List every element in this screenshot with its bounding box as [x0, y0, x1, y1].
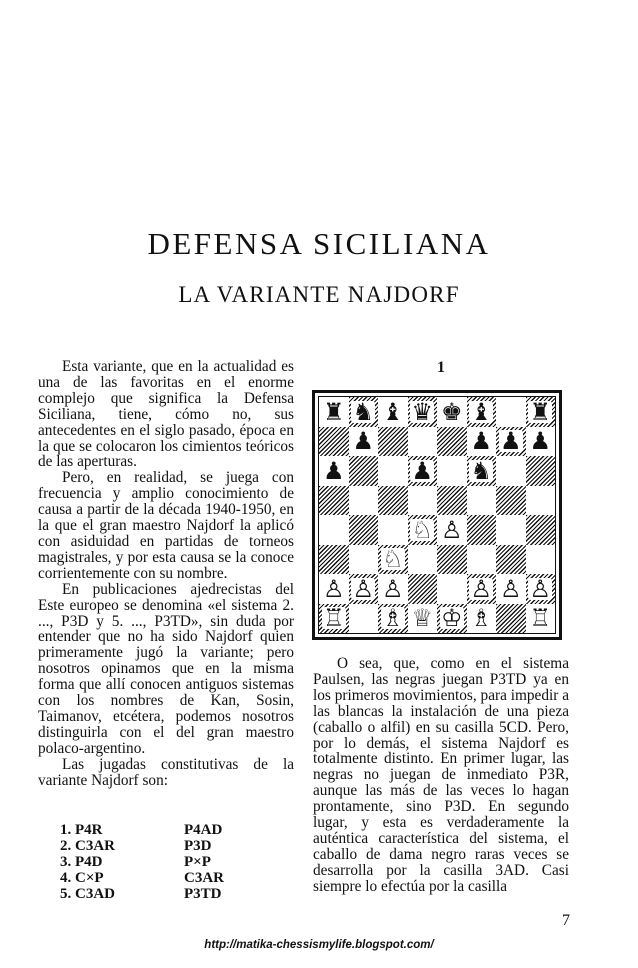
white-queen-icon: ♕ — [411, 604, 433, 633]
black-king-icon: ♚ — [440, 397, 463, 426]
white-move: 1. P4R — [60, 822, 103, 838]
board-square — [526, 515, 556, 545]
board-square — [496, 574, 526, 604]
board-square — [496, 515, 526, 545]
board-square — [526, 604, 556, 634]
white-knight-icon: ♘ — [411, 515, 433, 544]
board-square — [526, 486, 556, 516]
board-square — [319, 545, 349, 575]
board-square — [437, 397, 467, 427]
board-square — [467, 574, 497, 604]
board-square — [408, 427, 438, 457]
paragraph: Las jugadas constitutivas de la variante Najdorf son: — [38, 755, 294, 789]
black-pawn-icon: ♟ — [352, 427, 374, 456]
white-king-icon: ♔ — [440, 604, 463, 633]
paragraph: En publicaciones ajedrecistas del Este europeo se denomina «el sistema 2. ..., P3D y 5. ..., P3TD», sin duda por entender que no ha sido Najdorf quien primeramente jugó la variante; pero nosotros opinamos que en la misma forma que allí conocen antiguos sistemas con los nombres de Kan, Sosin, Taimanov, etcétera, podemos nosotros distinguirla con el del gran maestro polaco-argentino. — [38, 580, 294, 757]
white-pawn-icon: ♙ — [440, 515, 463, 544]
board-square — [319, 574, 349, 604]
white-move: 3. P4D — [60, 854, 103, 870]
board-square — [378, 574, 408, 604]
black-bishop-icon: ♝ — [470, 397, 492, 426]
black-move: P3TD — [184, 886, 222, 902]
black-move: P3D — [184, 838, 212, 854]
board-square — [408, 397, 438, 427]
board-square — [378, 515, 408, 545]
paragraph: Pero, en realidad, se juega con frecuencia y amplio conocimiento de causa a partir de la década 1940-1950, en la que el gran maestro Najdorf la aplicó con asiduidad en partidas de torneos magistrales, y por esta causa se la conoce corrientemente con su nombre. — [38, 469, 294, 582]
board-square — [496, 397, 526, 427]
white-move: 4. C×P — [60, 870, 104, 886]
board-square — [408, 604, 438, 634]
black-rook-icon: ♜ — [529, 397, 551, 426]
board-square — [378, 397, 408, 427]
chess-diagram — [312, 390, 562, 640]
move-list — [60, 822, 260, 902]
black-knight-icon: ♞ — [470, 456, 492, 485]
move-row — [60, 886, 260, 902]
board-square — [378, 486, 408, 516]
page-subtitle: LA VARIANTE NAJDORF — [178, 282, 460, 307]
board-square — [437, 545, 467, 575]
white-move: 2. C3AR — [60, 838, 115, 854]
board-square — [496, 427, 526, 457]
footer-url: http://matika-chessismylife.blogspot.com/ — [204, 939, 434, 951]
board-square — [319, 604, 349, 634]
white-pawn-icon: ♙ — [352, 574, 374, 603]
white-bishop-icon: ♗ — [470, 604, 492, 633]
right-column — [313, 656, 569, 895]
board-square — [408, 574, 438, 604]
white-rook-icon: ♖ — [322, 604, 345, 633]
board-square — [467, 427, 497, 457]
black-pawn-icon: ♟ — [529, 427, 551, 456]
diagram-number: 1 — [437, 359, 445, 376]
board-square — [467, 604, 497, 634]
board-square — [319, 486, 349, 516]
board-square — [496, 545, 526, 575]
board-square — [437, 604, 467, 634]
white-rook-icon: ♖ — [529, 604, 551, 633]
board-square — [408, 515, 438, 545]
board-square — [349, 427, 379, 457]
page-title: DEFENSA SICILIANA — [147, 226, 491, 261]
black-queen-icon: ♛ — [411, 397, 433, 426]
white-pawn-icon: ♙ — [499, 574, 522, 603]
white-knight-icon: ♘ — [381, 545, 404, 574]
move-row — [60, 822, 260, 838]
white-pawn-icon: ♙ — [381, 574, 404, 603]
board-square — [467, 486, 497, 516]
white-pawn-icon: ♙ — [322, 574, 345, 603]
board-square — [467, 397, 497, 427]
black-pawn-icon: ♟ — [470, 427, 492, 456]
move-row — [60, 838, 260, 854]
board-square — [349, 397, 379, 427]
board-square — [378, 545, 408, 575]
board-square — [319, 397, 349, 427]
black-knight-icon: ♞ — [352, 397, 374, 426]
board-square — [349, 456, 379, 486]
white-move: 5. C3AD — [60, 886, 115, 902]
board-square — [526, 397, 556, 427]
white-bishop-icon: ♗ — [381, 604, 404, 633]
black-bishop-icon: ♝ — [381, 397, 404, 426]
paragraph: O sea, que, como en el sistema Paulsen, las negras juegan P3TD ya en los primeros movimientos, para impedir a las blancas la instalación de una pieza (caballo o alfil) en su casilla 5CD. Pero, por lo demás, el sistema Najdorf es totalmente distinto. En primer lugar, las negras no juegan de inmediato P3R, aunque las más de las veces lo hagan prontamente, sino P3D. En segundo lugar, y esta es verdaderamente la auténtica característica del sistema, el caballo de dama negro raras veces se desarrolla por la casilla 3AD. Casi siempre lo efectúa por la casilla — [313, 655, 569, 895]
board-square — [349, 486, 379, 516]
black-move: P4AD — [184, 822, 223, 838]
board-square — [526, 427, 556, 457]
board-square — [437, 574, 467, 604]
board-square — [349, 515, 379, 545]
board-square — [437, 515, 467, 545]
board-square — [319, 456, 349, 486]
board-square — [467, 545, 497, 575]
board-square — [349, 574, 379, 604]
chess-board — [318, 396, 556, 634]
move-row — [60, 854, 260, 870]
board-square — [437, 427, 467, 457]
board-square — [408, 456, 438, 486]
black-pawn-icon: ♟ — [411, 456, 433, 485]
board-square — [496, 456, 526, 486]
board-square — [319, 515, 349, 545]
board-square — [319, 427, 349, 457]
board-square — [349, 604, 379, 634]
board-square — [496, 486, 526, 516]
white-pawn-icon: ♙ — [470, 574, 492, 603]
board-square — [408, 486, 438, 516]
board-square — [526, 456, 556, 486]
paragraph: Esta variante, que en la actualidad es una de las favoritas en el enorme complejo que significa la Defensa Siciliana, tiene, cómo no, sus antecedentes en el siglo pasado, época en la que se colocaron los cimientos teóricos de las aperturas. — [38, 358, 294, 471]
board-square — [408, 545, 438, 575]
board-square — [467, 456, 497, 486]
white-pawn-icon: ♙ — [529, 574, 551, 603]
black-rook-icon: ♜ — [322, 397, 345, 426]
move-row — [60, 870, 260, 886]
page-number: 7 — [562, 912, 570, 929]
board-square — [437, 456, 467, 486]
board-square — [526, 574, 556, 604]
left-column — [38, 359, 294, 788]
board-square — [526, 545, 556, 575]
board-square — [378, 427, 408, 457]
black-pawn-icon: ♟ — [499, 427, 522, 456]
board-square — [349, 545, 379, 575]
black-move: C3AR — [184, 870, 224, 886]
black-pawn-icon: ♟ — [322, 456, 345, 485]
board-square — [496, 604, 526, 634]
board-square — [378, 456, 408, 486]
black-move: P×P — [184, 854, 211, 870]
board-square — [378, 604, 408, 634]
board-square — [467, 515, 497, 545]
board-square — [437, 486, 467, 516]
